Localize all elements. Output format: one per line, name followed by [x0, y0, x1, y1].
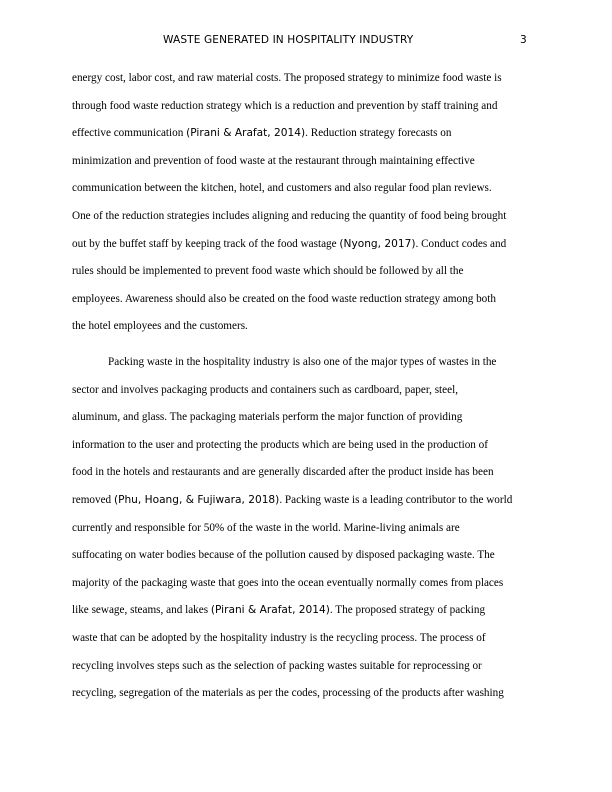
text-line	[72, 208, 506, 224]
text-run: effective communication	[72, 127, 187, 140]
text-line	[72, 685, 504, 701]
text-run: One of the reduction strategies includes aligning and reducing the quantity of food being brought	[72, 210, 507, 222]
text-run: communication between the kitchen, hotel, and customers and also regular food plan reviews.	[72, 182, 492, 195]
text-line	[72, 291, 496, 307]
text-line	[72, 520, 460, 536]
citation: (Phu, Hoang, & Fujiwara, 2018)	[113, 494, 280, 506]
citation: (Pirani & Arafat, 2014)	[210, 604, 330, 617]
text-run: the hotel employees and the customers.	[72, 320, 248, 333]
text-run: through food waste reduction strategy which is a reduction and prevention by staff training and	[72, 99, 498, 112]
text-line	[72, 409, 462, 425]
text-run: recycling involves steps such as the selection of packing wastes suitable for reprocessing or	[72, 659, 482, 672]
text-line	[72, 630, 486, 646]
running-title: WASTE GENERATED IN HOSPITALITY INDUSTRY	[163, 34, 414, 46]
text-run: recycling, segregation of the materials as per the codes, processing of the products after washing	[72, 687, 504, 700]
text-run: . The proposed strategy of packing	[329, 604, 486, 617]
text-run: Packing waste in the hospitality industry is also one of the major types of wastes in the	[108, 356, 497, 368]
text-run: minimization and prevention of food waste at the restaurant through maintaining effective	[72, 154, 475, 167]
text-run: . Conduct codes and	[415, 237, 507, 250]
text-run: majority of the packaging waste that goes into the ocean eventually normally comes from places	[72, 576, 504, 589]
text-run: employees. Awareness should also be created on the food waste reduction strategy among both	[72, 292, 496, 305]
text-line	[72, 263, 463, 279]
text-line	[72, 153, 475, 169]
citation: (Pirani & Arafat, 2014)	[186, 127, 306, 140]
text-line	[72, 125, 451, 141]
text-line	[72, 575, 503, 591]
text-run: out by the buffet staff by keeping track of the food wastage	[72, 237, 340, 250]
text-line	[72, 547, 495, 563]
text-run: information to the user and protecting the products which are being used in the production of	[72, 438, 489, 451]
text-run: removed	[72, 494, 114, 506]
citation: (Nyong, 2017)	[339, 237, 416, 250]
text-run: waste that can be adopted by the hospitality industry is the recycling process. The process of	[72, 632, 486, 644]
text-run: food in the hotels and restaurants and are generally discarded after the product inside has been	[72, 466, 494, 479]
running-header	[0, 34, 612, 50]
text-run: aluminum, and glass. The packaging materials perform the major function of providing	[72, 411, 463, 424]
text-run: like sewage, steams, and lakes	[72, 604, 211, 617]
text-line	[72, 98, 497, 114]
text-run: sector and involves packaging products and containers such as cardboard, paper, steel,	[72, 383, 459, 396]
text-line	[72, 658, 482, 674]
text-line	[72, 382, 458, 398]
text-run: suffocating on water bodies because of the pollution caused by disposed packaging waste. The	[72, 549, 495, 562]
text-line	[72, 70, 502, 86]
text-run: . Packing waste is a leading contributor to the world	[279, 494, 513, 506]
text-run: currently and responsible for 50% of the waste in the world. Marine-living animals are	[72, 521, 460, 534]
text-line	[72, 236, 506, 252]
text-run: energy cost, labor cost, and raw material costs. The proposed strategy to minimize food waste is	[72, 72, 502, 84]
text-line	[72, 318, 248, 334]
text-line	[72, 492, 512, 508]
text-line	[72, 602, 485, 618]
paragraph-first-line	[108, 354, 496, 370]
text-run: . Reduction strategy forecasts on	[305, 127, 452, 140]
page-number: 3	[520, 34, 527, 46]
text-line	[72, 437, 488, 453]
text-run: rules should be implemented to prevent food waste which should be followed by all the	[72, 265, 464, 278]
text-line	[72, 464, 494, 480]
text-line	[72, 180, 492, 196]
